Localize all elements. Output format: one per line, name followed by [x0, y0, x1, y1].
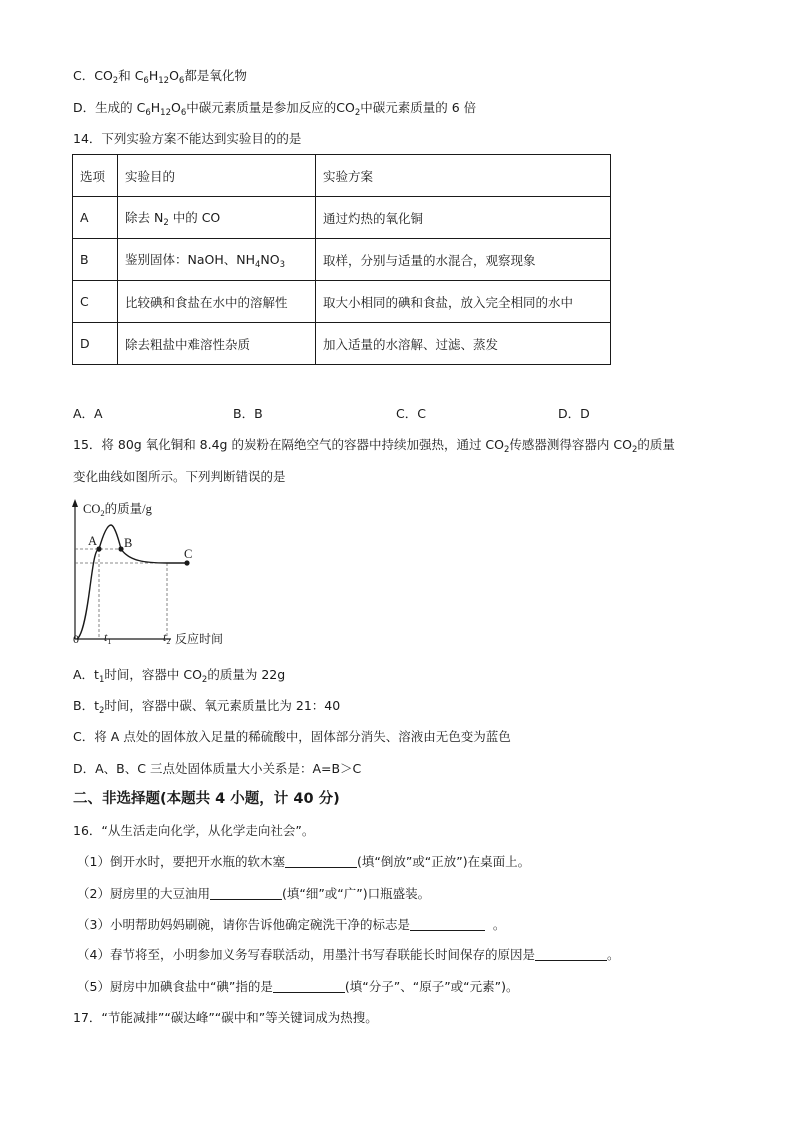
- header-option: 选项: [73, 155, 118, 197]
- q16-stem: 16．“从生活走向化学，从化学走向社会”。: [73, 823, 315, 838]
- section-heading: 二、非选择题(本题共 4 小题，计 40 分): [73, 791, 340, 807]
- q15-option-c: C．将 A 点处的固体放入足量的稀硫酸中，固体部分消失、溶液由无色变为蓝色: [73, 729, 511, 744]
- row-plan: 通过灼热的氧化铜: [316, 197, 611, 239]
- header-plan: 实验方案: [316, 155, 611, 197]
- origin-label: 0: [73, 632, 79, 646]
- row-purpose: 除去粗盐中难溶性杂质: [118, 323, 316, 365]
- t2-label: $t_2$: [163, 630, 171, 646]
- row-purpose: 除去 $N_2$ 中的 CO: [118, 197, 316, 239]
- q17-stem: 17．“节能减排”“碳达峰”“碳中和”等关键词成为热搜。: [73, 1010, 378, 1025]
- row-option: B: [73, 239, 118, 281]
- q14-answer-d: D．D: [558, 406, 590, 421]
- q13-option-d: D．生成的 $C_6H_{12}O_6$中碳元素质量是参加反应的$CO_2$中碳元素质量的 6 倍: [73, 100, 477, 118]
- table-row: [73, 323, 611, 365]
- q16-sub3: （3）小明帮助妈妈刷碗，请你告诉他确定碗洗干净的标志是 。: [77, 917, 506, 932]
- point-b-label: B: [124, 536, 133, 550]
- point-c-label: C: [184, 547, 193, 561]
- q16-sub2: （2）厨房里的大豆油用 (填“细”或“广”)口瓶盛装。: [77, 886, 431, 901]
- header-purpose: 实验目的: [118, 155, 316, 197]
- row-option: C: [73, 281, 118, 323]
- q14-stem: 14．下列实验方案不能达到实验目的的是: [73, 131, 302, 146]
- q15-option-d: D．A、B、C 三点处固体质量大小关系是：A=B＞C: [73, 761, 362, 776]
- row-purpose: 鉴别固体：NaOH、$NH_4NO_3$: [118, 239, 316, 281]
- row-option: D: [73, 323, 118, 365]
- q16-sub5: （5）厨房中加碘食盐中“碘”指的是 (填“分子”、“原子”或“元素”)。: [77, 979, 519, 994]
- table-row: [73, 239, 611, 281]
- row-plan: 取样，分别与适量的水混合，观察现象: [316, 239, 611, 281]
- q14-answer-a: A．A: [73, 406, 103, 421]
- point-a-label: A: [88, 534, 98, 548]
- answer-blank[interactable]: [410, 917, 485, 931]
- q16-sub1: （1）倒开水时，要把开水瓶的软木塞 (填“倒放”或“正放”)在桌面上。: [77, 854, 531, 869]
- answer-blank[interactable]: [210, 886, 282, 900]
- q15-stem-line1: 15．将 80g 氧化铜和 8.4g 的炭粉在隔绝空气的容器中持续加强热，通过 $CO_2$传感器测得容器内 $CO_2$的质量: [73, 437, 675, 455]
- q13-option-c: C．$CO_2$和 $C_6H_{12}O_6$都是氧化物: [73, 68, 247, 86]
- q16-sub4: （4）春节将至，小明参加义务写春联活动，用墨汁书写春联能长时间保存的原因是 。: [77, 947, 620, 962]
- experiment-table: [72, 154, 611, 365]
- q14-answer-c: C．C: [396, 406, 426, 421]
- row-plan: 取大小相同的碘和食盐，放入完全相同的水中: [316, 281, 611, 323]
- graph-xlabel: 反应时间: [175, 632, 224, 646]
- answer-blank[interactable]: [273, 979, 345, 993]
- t1-label: $t_1$: [104, 630, 112, 646]
- table-header-row: [73, 155, 611, 197]
- table-row: [73, 197, 611, 239]
- y-axis-arrow-icon: [72, 499, 78, 507]
- row-purpose: 比较碘和食盐在水中的溶解性: [118, 281, 316, 323]
- q15-option-a: A．$t_1$时间，容器中 $CO_2$的质量为 22g: [73, 667, 286, 685]
- q14-answer-b: B．B: [233, 406, 263, 421]
- point-a-dot: [96, 546, 101, 551]
- table-row: [73, 281, 611, 323]
- graph-ylabel: $CO_2$的质量/g: [83, 502, 152, 518]
- answer-blank[interactable]: [535, 947, 607, 961]
- co2-mass-graph: [63, 495, 248, 650]
- row-option: A: [73, 197, 118, 239]
- q15-option-b: B．$t_2$时间，容器中碳、氧元素质量比为 21：40: [73, 698, 341, 716]
- q15-stem-line2: 变化曲线如图所示。下列判断错误的是: [73, 469, 286, 484]
- point-c-dot: [184, 560, 189, 565]
- answer-blank[interactable]: [285, 854, 357, 868]
- row-plan: 加入适量的水溶解、过滤、蒸发: [316, 323, 611, 365]
- point-b-dot: [118, 546, 123, 551]
